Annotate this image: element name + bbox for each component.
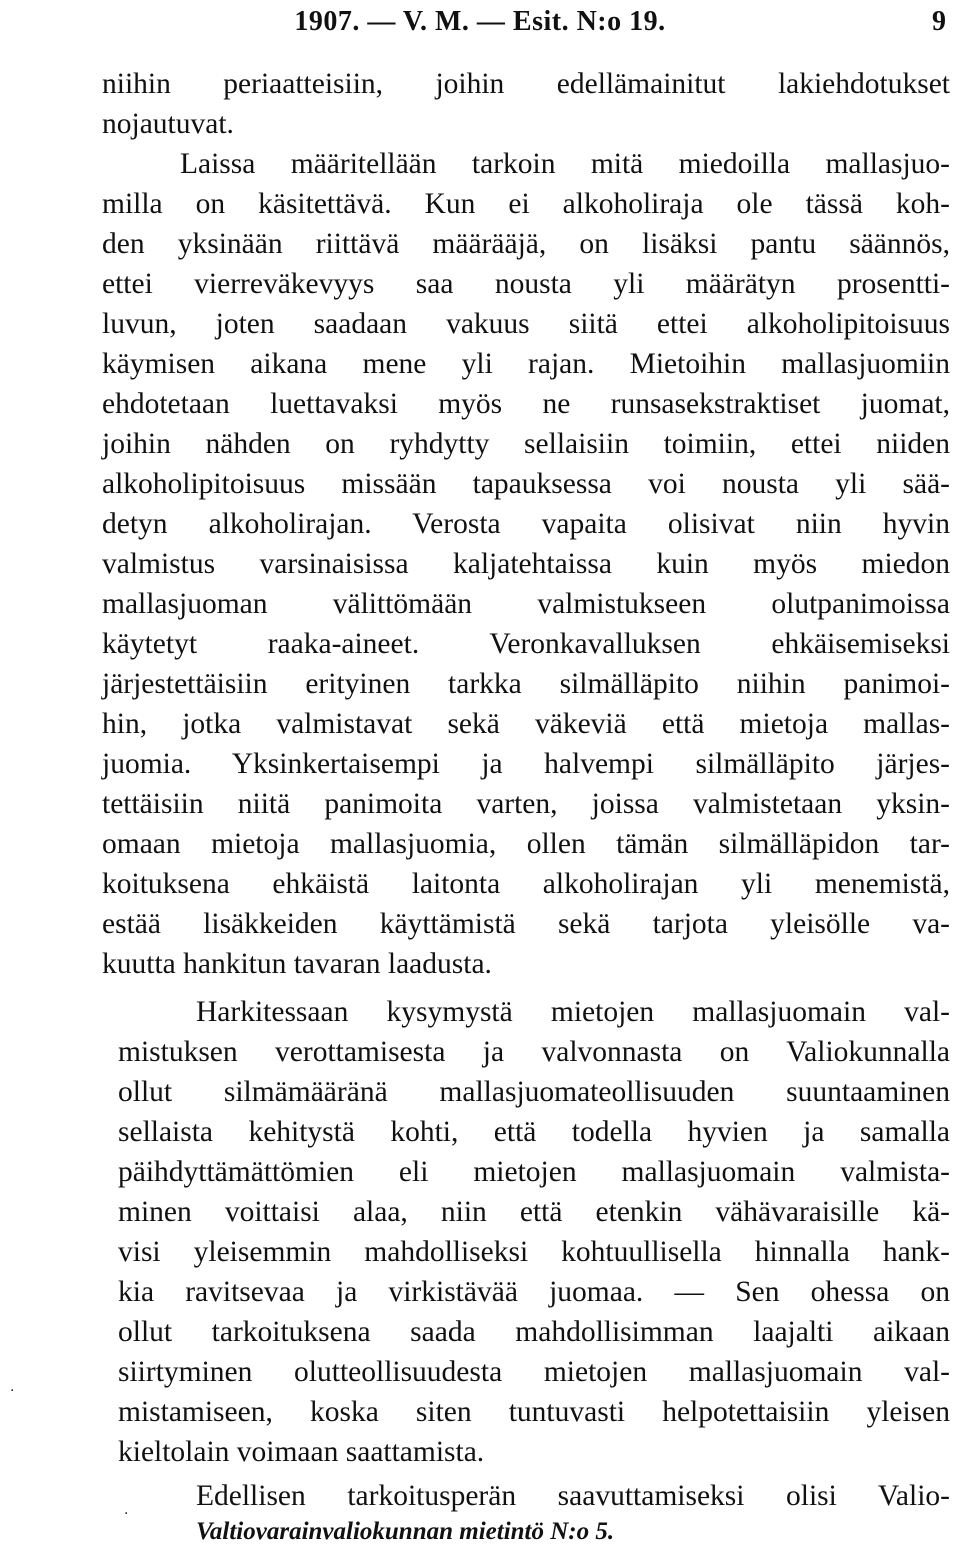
text-line: Laissa määritellään tarkoin mitä miedoilla mallasjuo-: [180, 148, 950, 180]
text-line: koituksena ehkäistä laitonta alkoholirajan yli menemistä,: [102, 868, 950, 900]
margin-mark: ·: [124, 1506, 129, 1522]
text-line: luvun, joten saadaan vakuus siitä ettei alkoholipitoisuus: [102, 308, 950, 340]
text-line: ehdotetaan luettavaksi myös ne runsasekstraktiset juomat,: [102, 388, 950, 420]
text-line: mistuksen verottamisesta ja valvonnasta on Valiokunnalla: [118, 1036, 950, 1068]
text-line: mallasjuoman välittömään valmistukseen olutpanimoissa: [102, 588, 950, 620]
text-line: ettei vierreväkevyys saa nousta yli määrätyn prosentti-: [102, 268, 950, 300]
text-line: milla on käsitettävä. Kun ei alkoholiraja ole tässä koh-: [102, 188, 950, 220]
text-line: ollut silmämääränä mallasjuomateollisuuden suuntaaminen: [118, 1076, 950, 1108]
text-line: siirtyminen olutteollisuudesta mietojen mallasjuomain val-: [118, 1356, 950, 1388]
text-line: alkoholipitoisuus missään tapauksessa voi nousta yli sää-: [102, 468, 950, 500]
text-line: mistamiseen, koska siten tuntuvasti helpotettaisiin yleisen: [118, 1396, 950, 1428]
text-line: ollut tarkoituksena saada mahdollisimman laajalti aikaan: [118, 1316, 950, 1348]
text-line: joihin nähden on ryhdytty sellaisiin toimiin, ettei niiden: [102, 428, 950, 460]
running-head: 1907. — V. M. — Esit. N:o 19.: [294, 6, 666, 37]
text-line: juomia. Yksinkertaisempi ja halvempi silmälläpito järjes-: [102, 748, 950, 780]
text-line: valmistus varsinaisissa kaljatehtaissa kuin myös miedon: [102, 548, 950, 580]
text-line: käymisen aikana mene yli rajan. Mietoihin mallasjuomiin: [102, 348, 950, 380]
text-line: niihin periaatteisiin, joihin edellämainitut lakiehdotukset: [102, 68, 950, 100]
text-line: kia ravitsevaa ja virkistävää juomaa. — Sen ohessa on: [118, 1276, 950, 1308]
text-line: käytetyt raaka-aineet. Veronkavalluksen ehkäisemiseksi: [102, 628, 950, 660]
text-line: kieltolain voimaan saattamista.: [118, 1436, 485, 1468]
text-line: minen voittaisi alaa, niin että etenkin vähävaraisille kä-: [118, 1196, 950, 1228]
page-header: [0, 4, 960, 37]
text-line: kuutta hankitun tavaran laadusta.: [102, 948, 492, 980]
page-number: 9: [932, 6, 946, 37]
text-line: Edellisen tarkoitusperän saavuttamiseksi olisi Valio-: [196, 1480, 950, 1512]
text-line: Harkitessaan kysymystä mietojen mallasjuomain val-: [196, 996, 950, 1028]
text-line: visi yleisemmin mahdolliseksi kohtuullisella hinnalla hank-: [118, 1236, 950, 1268]
text-line: den yksinään riittävä määrääjä, on lisäksi pantu säännös,: [102, 228, 950, 260]
footer-signature: Valtiovarainvaliokunnan mietintö N:o 5.: [196, 1518, 615, 1545]
text-line: sellaista kehitystä kohti, että todella hyvien ja samalla: [118, 1116, 950, 1148]
text-line: hin, jotka valmistavat sekä väkeviä että mietoja mallas-: [102, 708, 950, 740]
text-line: detyn alkoholirajan. Verosta vapaita olisivat niin hyvin: [102, 508, 950, 540]
margin-mark: ·: [10, 1383, 15, 1399]
text-line: omaan mietoja mallasjuomia, ollen tämän silmälläpidon tar-: [102, 828, 950, 860]
text-line: järjestettäisiin erityinen tarkka silmälläpito niihin panimoi-: [102, 668, 950, 700]
text-line: päihdyttämättömien eli mietojen mallasjuomain valmista-: [118, 1156, 950, 1188]
text-line: tettäisiin niitä panimoita varten, joissa valmistetaan yksin-: [102, 788, 950, 820]
text-line: nojautuvat.: [102, 108, 234, 140]
text-line: estää lisäkkeiden käyttämistä sekä tarjota yleisölle va-: [102, 908, 950, 940]
